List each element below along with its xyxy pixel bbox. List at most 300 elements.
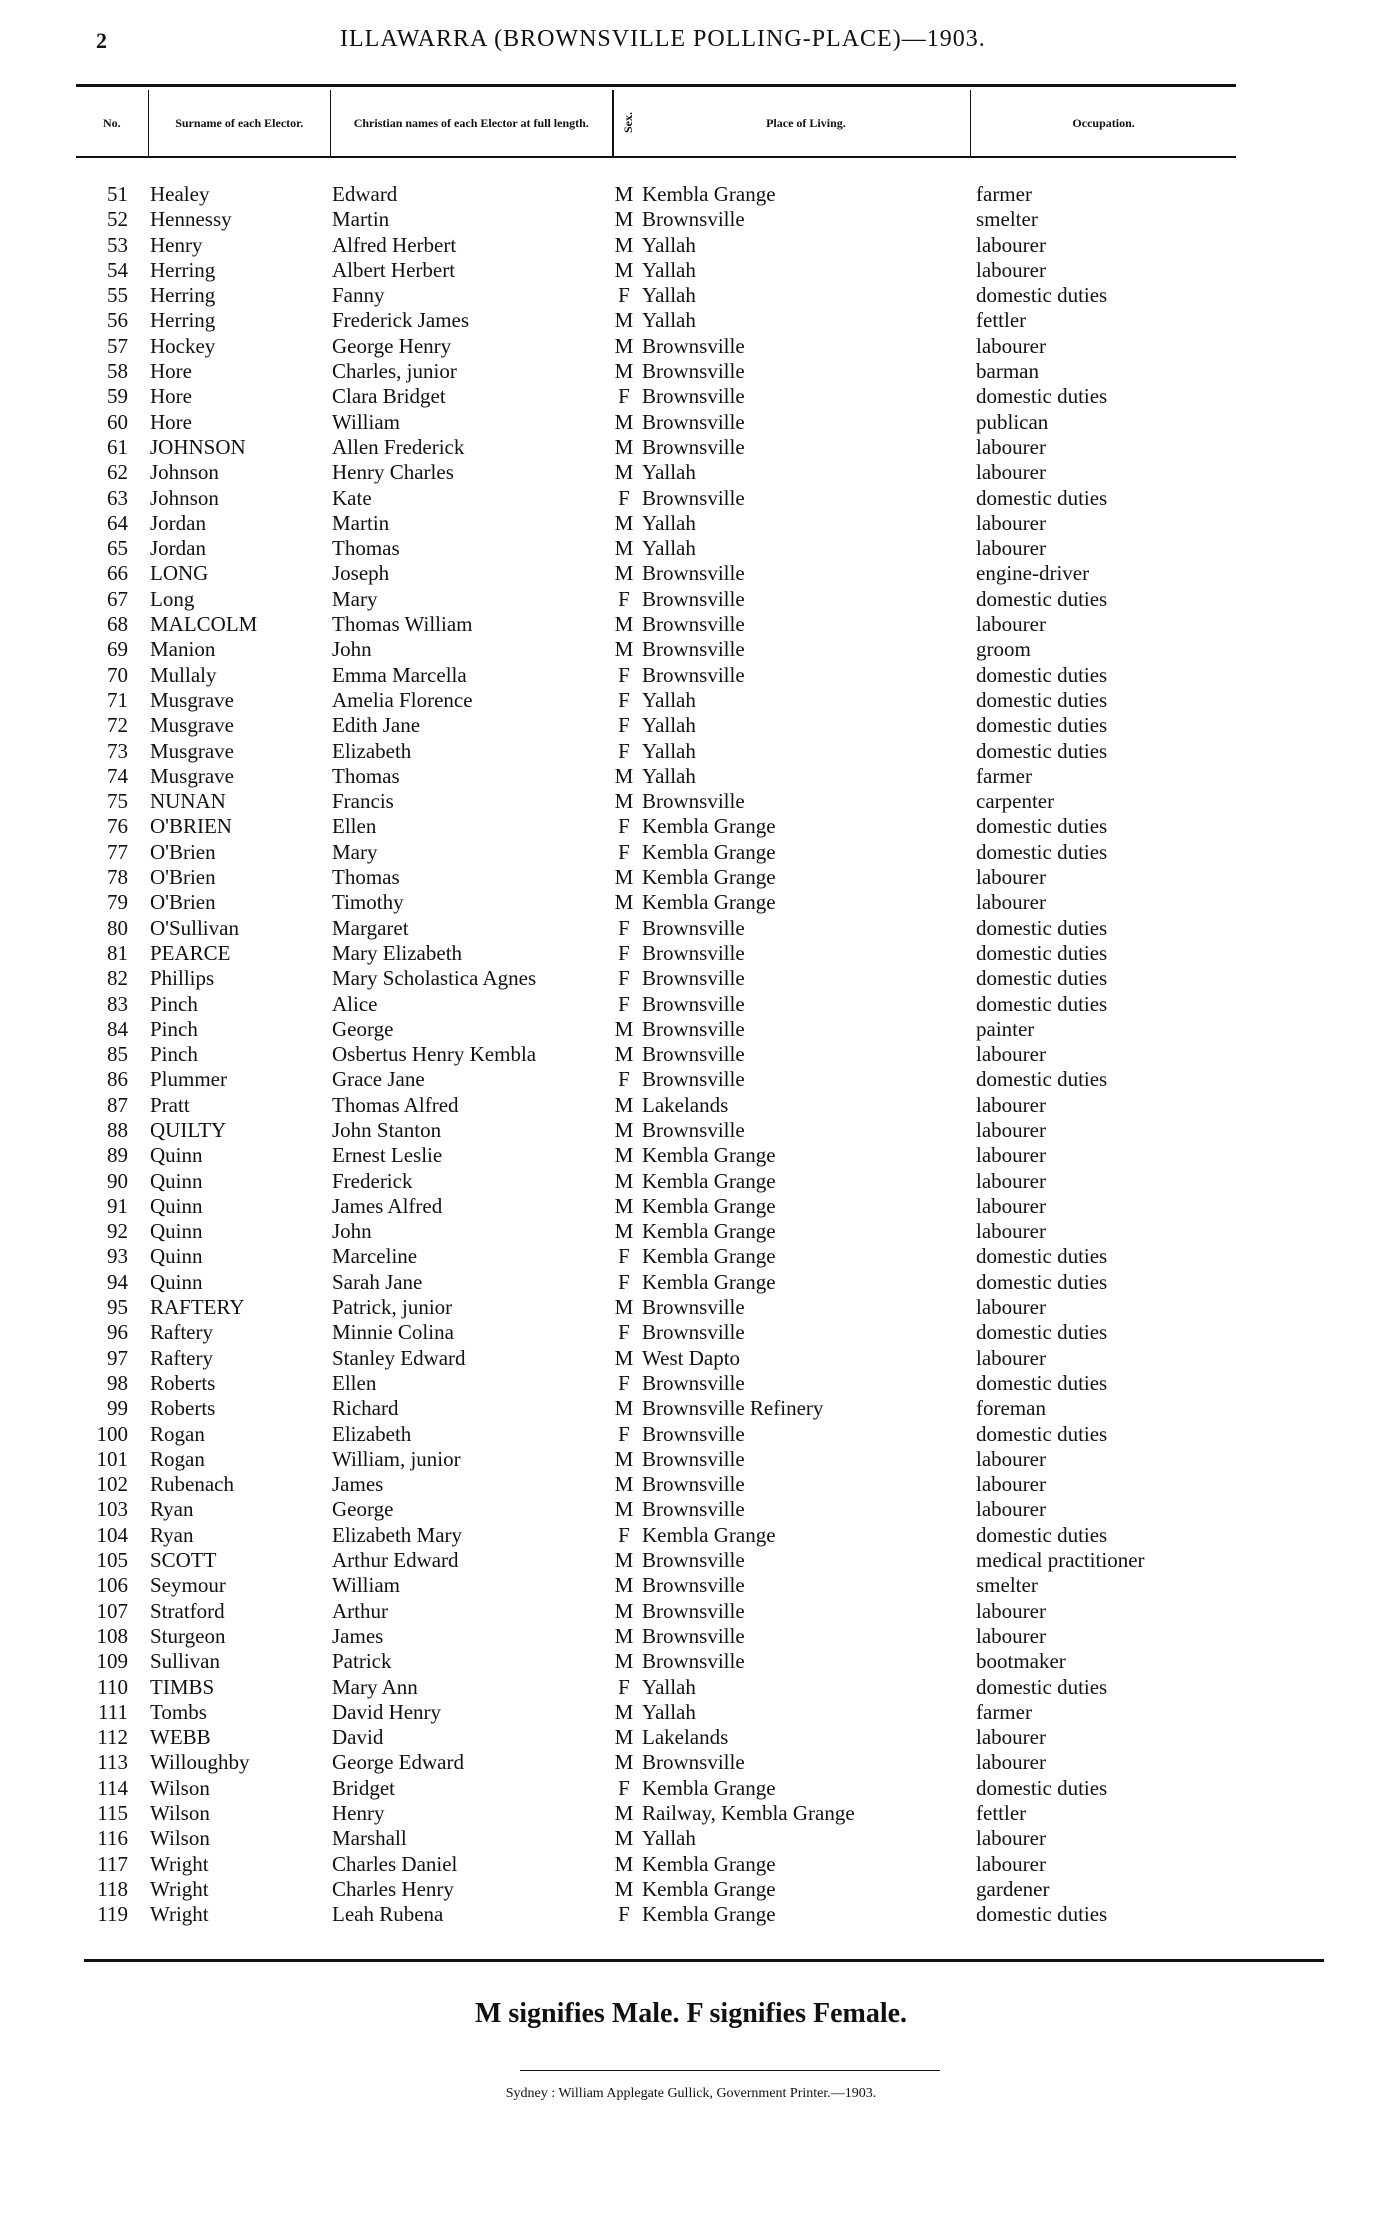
elector-place: Brownsville — [642, 915, 745, 940]
elector-occupation: labourer — [976, 1750, 1046, 1775]
elector-place: Brownsville — [642, 561, 745, 586]
elector-surname: Seymour — [150, 1573, 226, 1598]
elector-occupation: labourer — [976, 1042, 1046, 1067]
elector-occupation: domestic duties — [976, 991, 1108, 1016]
elector-number: 60 — [107, 409, 128, 434]
elector-place: Kembla Grange — [642, 1193, 776, 1218]
elector-number: 107 — [96, 1598, 128, 1623]
elector-sex: M — [614, 1092, 634, 1117]
elector-number: 111 — [98, 1699, 128, 1724]
elector-surname: Healey — [150, 182, 210, 206]
elector-place: Brownsville — [642, 966, 745, 991]
elector-occupation: labourer — [976, 1219, 1046, 1244]
elector-christian-names: Joseph — [332, 561, 390, 586]
elector-occupation: labourer — [976, 536, 1046, 561]
elector-place: Kembla Grange — [642, 890, 776, 915]
elector-number: 72 — [107, 713, 128, 738]
elector-place: Yallah — [642, 738, 696, 763]
elector-christian-names: Sarah Jane — [332, 1269, 423, 1294]
elector-number: 65 — [107, 536, 128, 561]
elector-surname: QUILTY — [150, 1117, 227, 1142]
elector-surname: Herring — [150, 283, 216, 308]
elector-number: 62 — [107, 460, 128, 485]
elector-sex: M — [614, 207, 634, 232]
elector-sex: F — [618, 485, 630, 510]
elector-surname: Rubenach — [150, 1472, 234, 1497]
elector-sex: M — [614, 789, 634, 814]
elector-surname: Ryan — [150, 1522, 194, 1547]
elector-christian-names: Martin — [332, 207, 390, 232]
table-row — [76, 1750, 1256, 1775]
elector-surname: Ryan — [150, 1497, 194, 1522]
elector-place: Brownsville — [642, 1623, 745, 1648]
elector-christian-names: Elizabeth — [332, 738, 412, 763]
elector-occupation: labourer — [976, 890, 1046, 915]
table-row — [76, 1573, 1256, 1598]
elector-christian-names: Mary Ann — [332, 1674, 418, 1699]
elector-occupation: labourer — [976, 1472, 1046, 1497]
elector-christian-names: Patrick — [332, 1649, 392, 1674]
table-row — [76, 233, 1256, 258]
table-row — [76, 1067, 1256, 1092]
elector-sex: M — [614, 182, 634, 206]
elector-christian-names: Edith Jane — [332, 713, 421, 738]
table-row — [76, 688, 1256, 713]
elector-number: 89 — [107, 1143, 128, 1168]
elector-sex: F — [618, 1775, 630, 1800]
elector-number: 109 — [96, 1649, 128, 1674]
elector-surname: Hore — [150, 409, 192, 434]
elector-surname: Jordan — [150, 536, 206, 561]
elector-sex: M — [614, 1446, 634, 1471]
elector-sex: F — [618, 1674, 630, 1699]
elector-occupation: domestic duties — [976, 1902, 1108, 1927]
elector-surname: Hennessy — [150, 207, 232, 232]
elector-occupation: labourer — [976, 510, 1046, 535]
elector-occupation: domestic duties — [976, 814, 1108, 839]
elector-surname: Hockey — [150, 333, 216, 358]
elector-christian-names: Elizabeth Mary — [332, 1522, 463, 1547]
elector-number: 84 — [107, 1016, 128, 1041]
elector-surname: Pinch — [150, 991, 198, 1016]
elector-christian-names: Mary Elizabeth — [332, 940, 463, 965]
elector-surname: O'Brien — [150, 865, 216, 890]
elector-christian-names: Henry Charles — [332, 460, 454, 485]
table-row — [76, 1295, 1256, 1320]
elector-sex: M — [614, 409, 634, 434]
elector-number: 98 — [107, 1370, 128, 1395]
elector-occupation: domestic duties — [976, 839, 1108, 864]
elector-place: Railway, Kembla Grange — [642, 1801, 855, 1825]
elector-surname: Musgrave — [150, 763, 234, 788]
table-row — [76, 1624, 1256, 1649]
elector-occupation: domestic duties — [976, 1522, 1108, 1547]
elector-number: 108 — [96, 1623, 128, 1648]
elector-place: Brownsville — [642, 1016, 745, 1041]
elector-number: 102 — [96, 1472, 128, 1497]
elector-christian-names: Francis — [332, 789, 394, 814]
elector-christian-names: George — [332, 1016, 394, 1041]
table-row — [76, 764, 1256, 789]
elector-surname: Quinn — [150, 1193, 203, 1218]
elector-place: Yallah — [642, 763, 696, 788]
elector-christian-names: Richard — [332, 1396, 399, 1421]
elector-number: 82 — [107, 966, 128, 991]
table-row — [76, 1244, 1256, 1269]
elector-place: Brownsville — [642, 207, 745, 232]
elector-surname: Rogan — [150, 1421, 205, 1446]
elector-surname: Willoughby — [150, 1750, 250, 1775]
elector-christian-names: Thomas — [332, 763, 400, 788]
elector-sex: F — [618, 662, 630, 687]
elector-sex: M — [614, 1117, 634, 1142]
elector-place: Brownsville — [642, 1548, 745, 1573]
table-row — [76, 1877, 1256, 1902]
table-row — [76, 739, 1256, 764]
elector-number: 105 — [96, 1548, 128, 1573]
elector-number: 87 — [107, 1092, 128, 1117]
elector-christian-names: Henry — [332, 1801, 385, 1825]
table-row — [76, 561, 1256, 586]
elector-place: Yallah — [642, 232, 696, 257]
elector-number: 88 — [107, 1117, 128, 1142]
elector-christian-names: Clara Bridget — [332, 384, 446, 409]
elector-number: 93 — [107, 1244, 128, 1269]
elector-number: 106 — [96, 1573, 128, 1598]
elector-surname: Herring — [150, 257, 216, 282]
table-row — [76, 1042, 1256, 1067]
elector-occupation: gardener — [976, 1876, 1050, 1901]
elector-number: 112 — [97, 1725, 128, 1750]
table-row — [76, 916, 1256, 941]
elector-place: West Dapto — [642, 1345, 741, 1370]
elector-sex: F — [618, 738, 630, 763]
sex-legend: M signifies Male. F signifies Female. — [474, 1998, 908, 2029]
elector-christian-names: Thomas — [332, 536, 400, 561]
elector-occupation: domestic duties — [976, 1370, 1108, 1395]
elector-occupation: domestic duties — [976, 1320, 1108, 1345]
elector-number: 76 — [107, 814, 128, 839]
elector-number: 67 — [107, 586, 128, 611]
elector-christian-names: William — [332, 409, 400, 434]
elector-occupation: publican — [976, 409, 1049, 434]
elector-occupation: labourer — [976, 257, 1046, 282]
elector-occupation: labourer — [976, 1623, 1046, 1648]
elector-occupation: domestic duties — [976, 586, 1108, 611]
elector-occupation: farmer — [976, 763, 1032, 788]
elector-surname: Sullivan — [150, 1649, 221, 1674]
header-christian-names: Christian names of each Elector at full length. — [331, 90, 613, 156]
elector-sex: M — [614, 763, 634, 788]
elector-christian-names: Charles, junior — [332, 359, 457, 384]
elector-occupation: domestic duties — [976, 687, 1108, 712]
elector-surname: Manion — [150, 637, 216, 662]
elector-christian-names: Emma Marcella — [332, 662, 467, 687]
elector-surname: O'Brien — [150, 890, 216, 915]
elector-place: Kembla Grange — [642, 1143, 776, 1168]
elector-number: 83 — [107, 991, 128, 1016]
elector-number: 99 — [107, 1396, 128, 1421]
elector-surname: NUNAN — [150, 789, 226, 814]
table-row — [76, 384, 1256, 409]
elector-christian-names: George Edward — [332, 1750, 464, 1775]
elector-occupation: labourer — [976, 1345, 1046, 1370]
elector-christian-names: Ernest Leslie — [332, 1143, 443, 1168]
elector-christian-names: Mary Scholastica Agnes — [332, 966, 537, 991]
elector-christian-names: James — [332, 1472, 384, 1497]
table-row — [76, 1649, 1256, 1674]
table-row — [76, 1143, 1256, 1168]
elector-occupation: groom — [976, 637, 1031, 662]
elector-occupation: bootmaker — [976, 1649, 1066, 1674]
table-row — [76, 1194, 1256, 1219]
elector-christian-names: Albert Herbert — [332, 257, 456, 282]
elector-christian-names: Alice — [332, 991, 378, 1016]
elector-number: 74 — [107, 763, 128, 788]
table-row — [76, 1675, 1256, 1700]
elector-number: 117 — [97, 1851, 128, 1876]
table-row — [76, 1422, 1256, 1447]
elector-place: Brownsville — [642, 1421, 745, 1446]
table-row — [76, 612, 1256, 637]
elector-surname: Johnson — [150, 460, 219, 485]
elector-surname: Hore — [150, 384, 192, 409]
elector-sex: M — [614, 536, 634, 561]
elector-sex: M — [614, 637, 634, 662]
table-row — [76, 182, 1256, 207]
elector-surname: Pinch — [150, 1042, 198, 1067]
elector-place: Kembla Grange — [642, 1522, 776, 1547]
elector-surname: Roberts — [150, 1396, 216, 1421]
printer-imprint: Sydney : William Applegate Gullick, Government Printer.—1903. — [505, 2086, 877, 2101]
elector-surname: Musgrave — [150, 713, 234, 738]
elector-sex: M — [614, 1876, 634, 1901]
elector-christian-names: John — [332, 1219, 372, 1244]
elector-sex: M — [614, 232, 634, 257]
elector-number: 119 — [97, 1902, 128, 1927]
table-row — [76, 1725, 1256, 1750]
elector-number: 101 — [96, 1446, 128, 1471]
elector-sex: F — [618, 1902, 630, 1927]
elector-occupation: domestic duties — [976, 1067, 1108, 1092]
elector-occupation: labourer — [976, 434, 1046, 459]
elector-number: 114 — [97, 1775, 128, 1800]
table-row — [76, 283, 1256, 308]
elector-sex: M — [614, 1472, 634, 1497]
elector-sex: M — [614, 1497, 634, 1522]
elector-surname: Hore — [150, 359, 192, 384]
elector-sex: M — [614, 1801, 634, 1825]
elector-surname: Long — [150, 586, 195, 611]
elector-christian-names: Marceline — [332, 1244, 418, 1269]
elector-place: Yallah — [642, 536, 696, 561]
elector-place: Brownsville — [642, 359, 745, 384]
elector-surname: Quinn — [150, 1269, 203, 1294]
printer-rule — [520, 2070, 940, 2071]
elector-place: Kembla Grange — [642, 839, 776, 864]
elector-christian-names: William, junior — [332, 1446, 461, 1471]
elector-number: 77 — [107, 839, 128, 864]
elector-occupation: domestic duties — [976, 713, 1108, 738]
elector-sex: M — [614, 561, 634, 586]
elector-number: 81 — [107, 940, 128, 965]
elector-place: Kembla Grange — [642, 1876, 776, 1901]
elector-occupation: labourer — [976, 1446, 1046, 1471]
elector-occupation: domestic duties — [976, 1421, 1108, 1446]
elector-sex: F — [618, 966, 630, 991]
elector-number: 73 — [107, 738, 128, 763]
elector-christian-names: John Stanton — [332, 1117, 442, 1142]
table-row — [76, 814, 1256, 839]
elector-sex: F — [618, 384, 630, 409]
elector-number: 115 — [97, 1801, 128, 1825]
elector-occupation: smelter — [976, 207, 1038, 232]
elector-place: Kembla Grange — [642, 865, 776, 890]
elector-place: Brownsville — [642, 586, 745, 611]
elector-number: 75 — [107, 789, 128, 814]
elector-number: 52 — [107, 207, 128, 232]
elector-number: 96 — [107, 1320, 128, 1345]
elector-sex: F — [618, 1269, 630, 1294]
table-row — [76, 1447, 1256, 1472]
elector-number: 71 — [107, 687, 128, 712]
elector-surname: SCOTT — [150, 1548, 217, 1573]
elector-christian-names: Margaret — [332, 915, 409, 940]
elector-place: Kembla Grange — [642, 1902, 776, 1927]
elector-surname: TIMBS — [150, 1674, 215, 1699]
elector-sex: M — [614, 1649, 634, 1674]
elector-occupation: labourer — [976, 1598, 1046, 1623]
elector-occupation: smelter — [976, 1573, 1038, 1598]
elector-occupation: labourer — [976, 865, 1046, 890]
table-row — [76, 435, 1256, 460]
elector-place: Brownsville — [642, 789, 745, 814]
elector-surname: Sturgeon — [150, 1623, 226, 1648]
elector-sex: M — [614, 460, 634, 485]
elector-sex: F — [618, 586, 630, 611]
elector-occupation: farmer — [976, 1699, 1032, 1724]
table-row — [76, 334, 1256, 359]
elector-place: Brownsville — [642, 485, 745, 510]
elector-christian-names: James — [332, 1623, 384, 1648]
elector-number: 53 — [107, 232, 128, 257]
elector-surname: O'Brien — [150, 839, 216, 864]
elector-place: Lakelands — [642, 1092, 729, 1117]
elector-number: 103 — [96, 1497, 128, 1522]
elector-surname: Musgrave — [150, 738, 234, 763]
elector-place: Yallah — [642, 308, 696, 333]
elector-place: Brownsville — [642, 1497, 745, 1522]
elector-christian-names: Thomas Alfred — [332, 1092, 459, 1117]
elector-place: Kembla Grange — [642, 814, 776, 839]
elector-christian-names: Mary — [332, 586, 378, 611]
elector-number: 79 — [107, 890, 128, 915]
elector-sex: M — [614, 1573, 634, 1598]
elector-number: 68 — [107, 612, 128, 637]
elector-sex: F — [618, 915, 630, 940]
elector-sex: F — [618, 1067, 630, 1092]
table-row — [76, 713, 1256, 738]
elector-place: Brownsville — [642, 1370, 745, 1395]
elector-surname: JOHNSON — [150, 434, 246, 459]
elector-occupation: domestic duties — [976, 940, 1108, 965]
elector-surname: Raftery — [150, 1320, 213, 1345]
table-row — [76, 410, 1256, 435]
elector-occupation: domestic duties — [976, 1775, 1108, 1800]
elector-surname: O'Sullivan — [150, 915, 239, 940]
elector-number: 63 — [107, 485, 128, 510]
elector-sex: M — [614, 1826, 634, 1851]
elector-place: Lakelands — [642, 1725, 729, 1750]
table-row — [76, 511, 1256, 536]
elector-christian-names: Alfred Herbert — [332, 232, 457, 257]
elector-surname: Musgrave — [150, 687, 234, 712]
elector-occupation: labourer — [976, 612, 1046, 637]
elector-place: Brownsville — [642, 1573, 745, 1598]
elector-occupation: domestic duties — [976, 283, 1108, 308]
elector-sex: M — [614, 1016, 634, 1041]
table-row — [76, 1320, 1256, 1345]
elector-sex: M — [614, 1219, 634, 1244]
elector-place: Brownsville — [642, 1598, 745, 1623]
elector-christian-names: Thomas William — [332, 612, 473, 637]
elector-sex: M — [614, 1345, 634, 1370]
top-rule — [76, 84, 1236, 87]
elector-occupation: labourer — [976, 333, 1046, 358]
elector-number: 78 — [107, 865, 128, 890]
elector-surname: Mullaly — [150, 662, 217, 687]
elector-occupation: labourer — [976, 460, 1046, 485]
elector-place: Kembla Grange — [642, 1244, 776, 1269]
table-row — [76, 941, 1256, 966]
elector-place: Yallah — [642, 283, 696, 308]
header-surname: Surname of each Elector. — [149, 90, 331, 156]
elector-christian-names: William — [332, 1573, 400, 1598]
elector-sex: M — [614, 257, 634, 282]
elector-surname: Pinch — [150, 1016, 198, 1041]
table-row — [76, 1396, 1256, 1421]
elector-christian-names: Frederick James — [332, 308, 470, 333]
elector-occupation: domestic duties — [976, 1244, 1108, 1269]
elector-occupation: labourer — [976, 1193, 1046, 1218]
elector-number: 86 — [107, 1067, 128, 1092]
elector-sex: F — [618, 1320, 630, 1345]
elector-number: 80 — [107, 915, 128, 940]
elector-occupation: foreman — [976, 1396, 1046, 1421]
elector-christian-names: Bridget — [332, 1775, 395, 1800]
elector-christian-names: Arthur — [332, 1598, 388, 1623]
elector-sex: F — [618, 940, 630, 965]
elector-sex: M — [614, 1851, 634, 1876]
elector-sex: M — [614, 434, 634, 459]
table-row — [76, 1852, 1256, 1877]
elector-sex: M — [614, 1750, 634, 1775]
elector-place: Yallah — [642, 713, 696, 738]
elector-place: Yallah — [642, 1826, 696, 1851]
header-place: Place of Living. — [642, 90, 972, 156]
elector-number: 69 — [107, 637, 128, 662]
elector-number: 92 — [107, 1219, 128, 1244]
elector-number: 95 — [107, 1295, 128, 1320]
table-row — [76, 1118, 1256, 1143]
header-occupation: Occupation. — [1072, 116, 1135, 130]
table-row — [76, 1599, 1256, 1624]
elector-surname: Quinn — [150, 1168, 203, 1193]
table-row — [76, 966, 1256, 991]
elector-number: 97 — [107, 1345, 128, 1370]
elector-place: Brownsville — [642, 333, 745, 358]
elector-place: Brownsville — [642, 1295, 745, 1320]
